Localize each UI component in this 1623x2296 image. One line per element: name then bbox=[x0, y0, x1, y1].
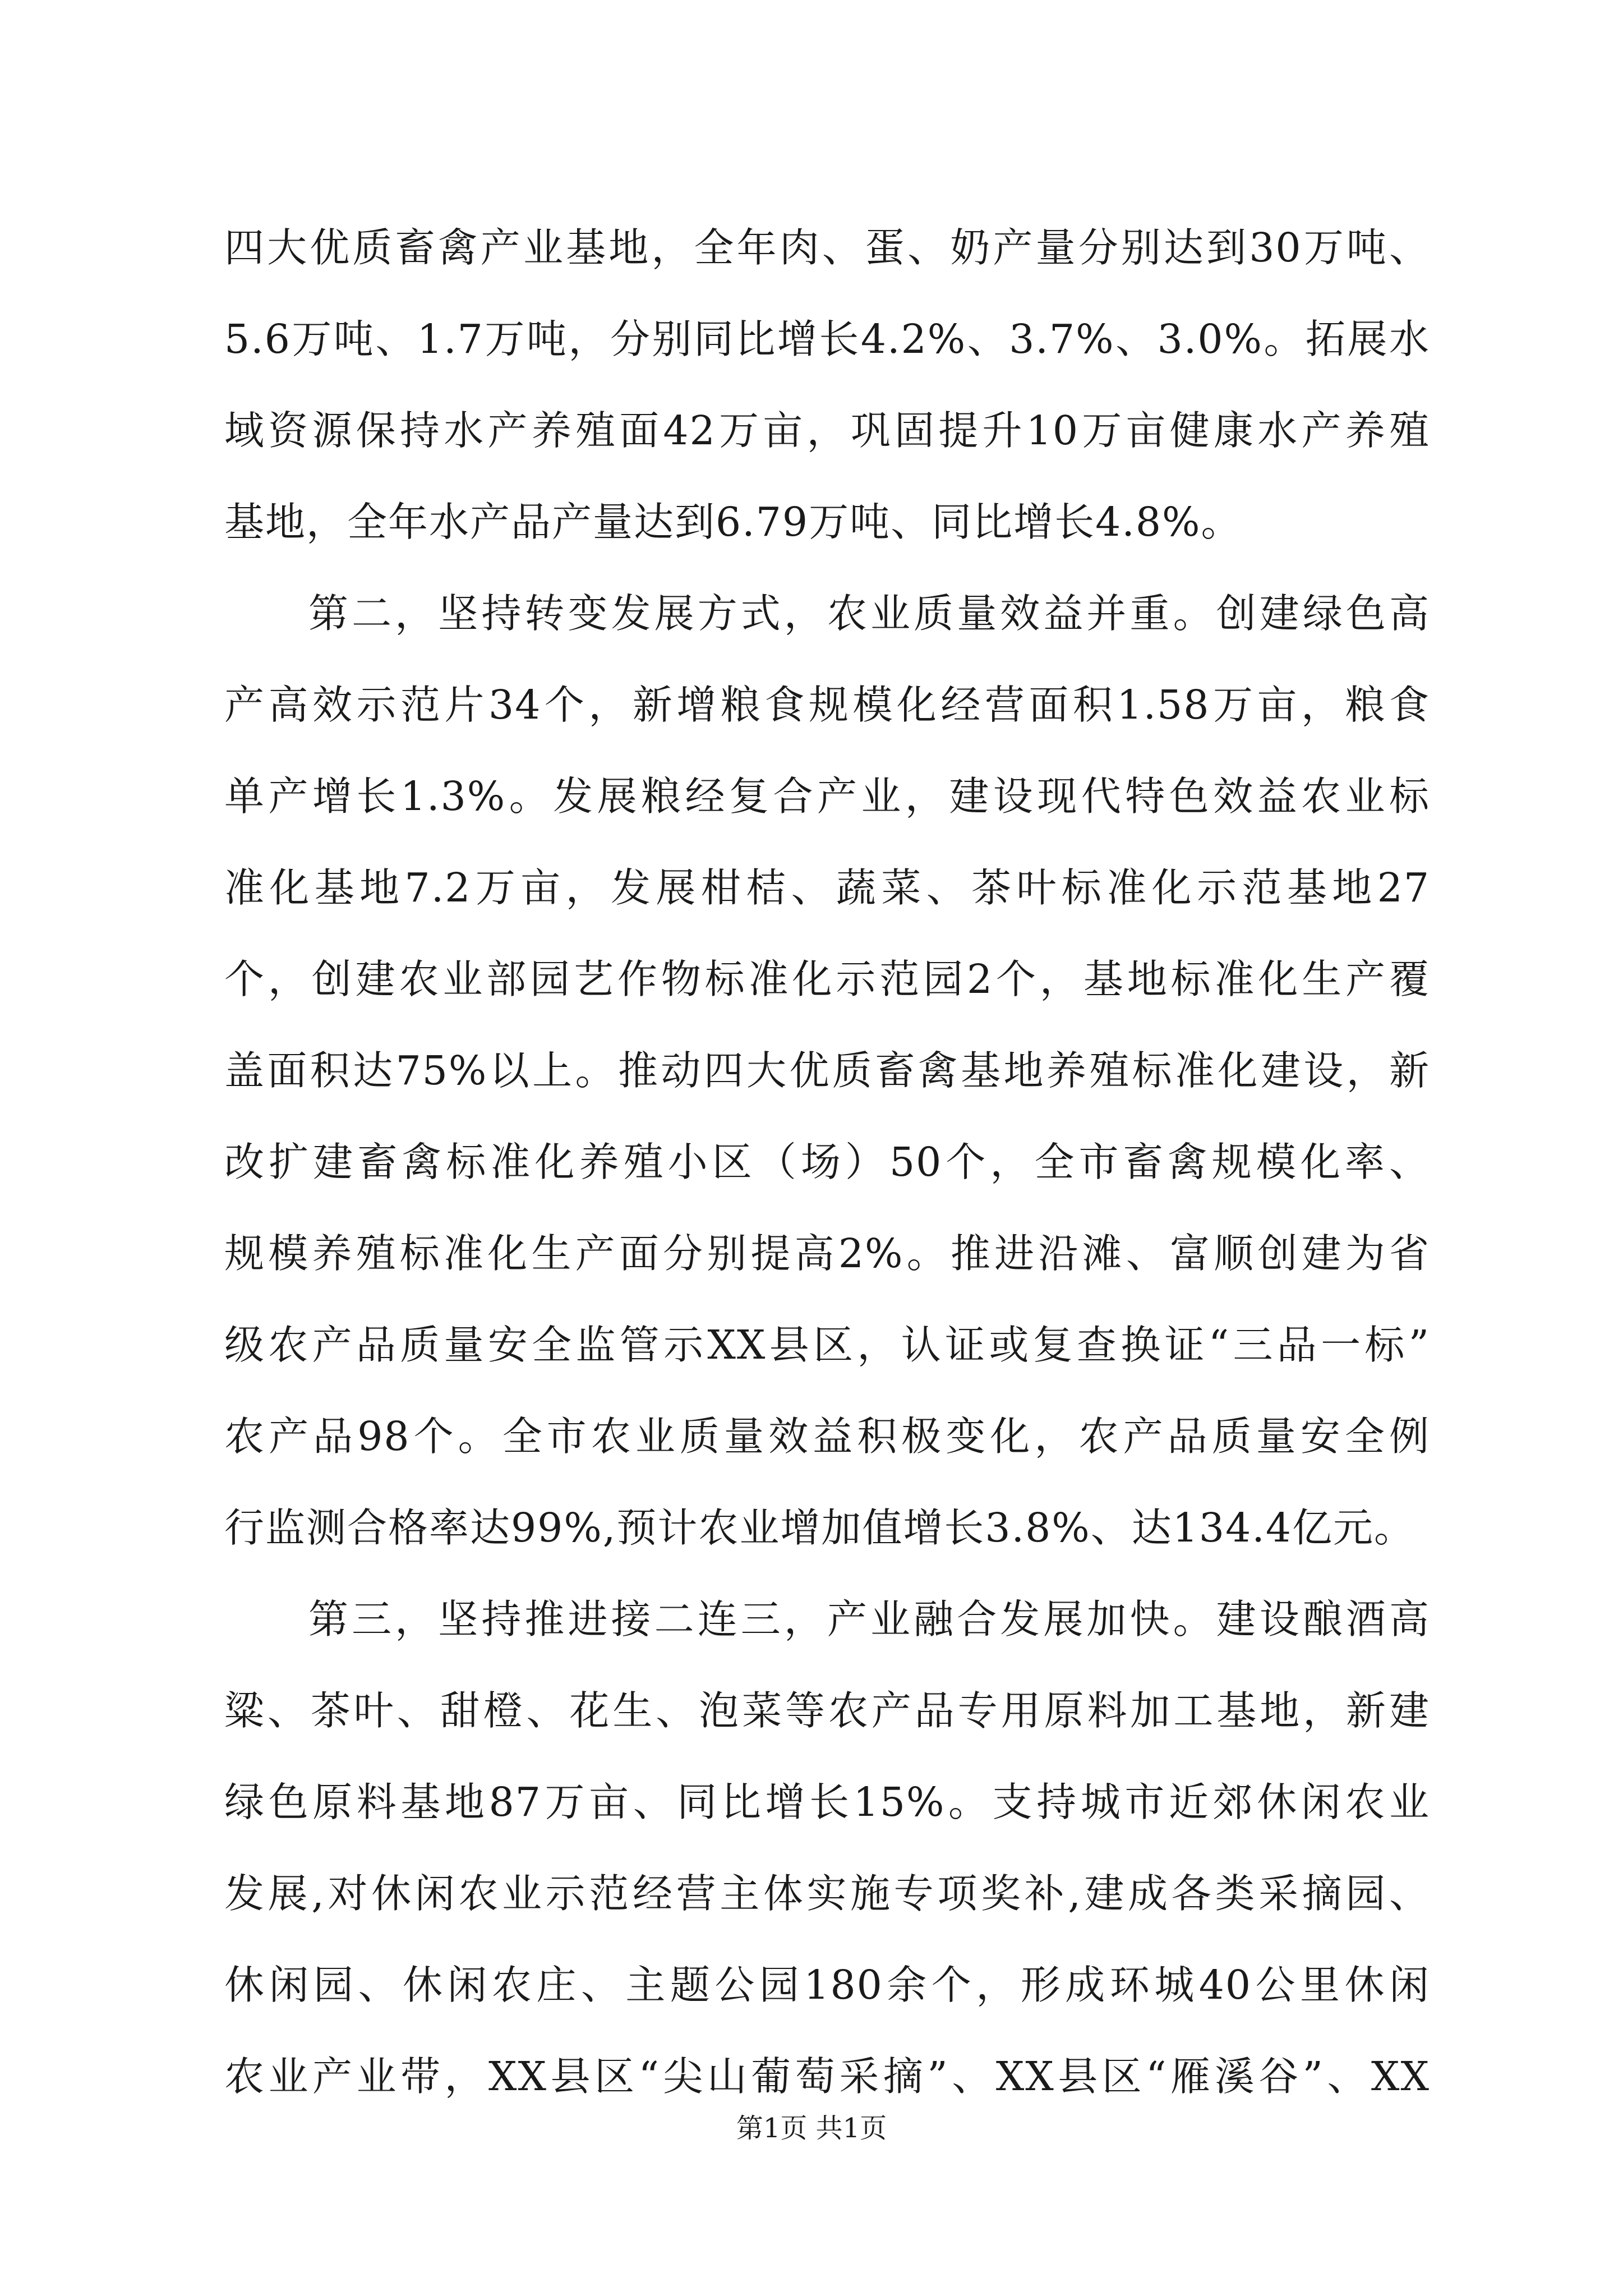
text-line: 休闲园、休闲农庄、主题公园180余个，形成环城40公里休闲 bbox=[224, 1962, 1430, 2008]
document-body bbox=[224, 202, 1430, 2122]
text-line: 改扩建畜禽标准化养殖小区（场）50个，全市畜禽规模化率、 bbox=[224, 1139, 1430, 1185]
text-line: 个，创建农业部园艺作物标准化示范园2个，基地标准化生产覆 bbox=[224, 956, 1430, 1002]
page-number-label: 第1页 共1页 bbox=[736, 2113, 887, 2144]
text-line: 准化基地7.2万亩，发展柑桔、蔬菜、茶叶标准化示范基地27 bbox=[224, 864, 1430, 911]
paragraph-start-line: 第二，坚持转变发展方式，农业质量效益并重。创建绿色高 bbox=[308, 590, 1430, 637]
text-line: 盖面积达75%以上。推动四大优质畜禽基地养殖标准化建设，新 bbox=[224, 1047, 1430, 1094]
text-line: 域资源保持水产养殖面42万亩，巩固提升10万亩健康水产养殖 bbox=[224, 407, 1430, 454]
page-footer bbox=[0, 2106, 1623, 2145]
text-line: 发展,对休闲农业示范经营主体实施专项奖补,建成各类采摘园、 bbox=[224, 1870, 1430, 1917]
text-line: 农产品98个。全市农业质量效益积极变化，农产品质量安全例 bbox=[224, 1413, 1430, 1460]
paragraph-start-line: 第三，坚持推进接二连三，产业融合发展加快。建设酿酒高 bbox=[308, 1596, 1430, 1642]
text-line: 基地，全年水产品产量达到6.79万吨、同比增长4.8%。 bbox=[224, 499, 1242, 545]
text-line: 农业产业带，XX县区“尖山葡萄采摘”、XX县区“雁溪谷”、XX bbox=[224, 2053, 1430, 2100]
text-line: 四大优质畜禽产业基地，全年肉、蛋、奶产量分别达到30万吨、 bbox=[224, 224, 1430, 271]
text-line: 产高效示范片34个，新增粮食规模化经营面积1.58万亩，粮食 bbox=[224, 682, 1430, 728]
text-line: 粱、茶叶、甜橙、花生、泡菜等农产品专用原料加工基地，新建 bbox=[224, 1687, 1430, 1734]
text-line: 绿色原料基地87万亩、同比增长15%。支持城市近郊休闲农业 bbox=[224, 1779, 1430, 1825]
text-line: 级农产品质量安全监管示XX县区，认证或复查换证“三品一标” bbox=[224, 1322, 1430, 1368]
text-line: 单产增长1.3%。发展粮经复合产业，建设现代特色效益农业标 bbox=[224, 773, 1430, 820]
text-line: 行监测合格率达99%,预计农业增加值增长3.8%、达134.4亿元。 bbox=[224, 1504, 1415, 1551]
text-line: 5.6万吨、1.7万吨，分别同比增长4.2%、3.7%、3.0%。拓展水 bbox=[224, 316, 1430, 362]
text-line: 规模养殖标准化生产面分别提高2%。推进沿滩、富顺创建为省 bbox=[224, 1230, 1430, 1277]
